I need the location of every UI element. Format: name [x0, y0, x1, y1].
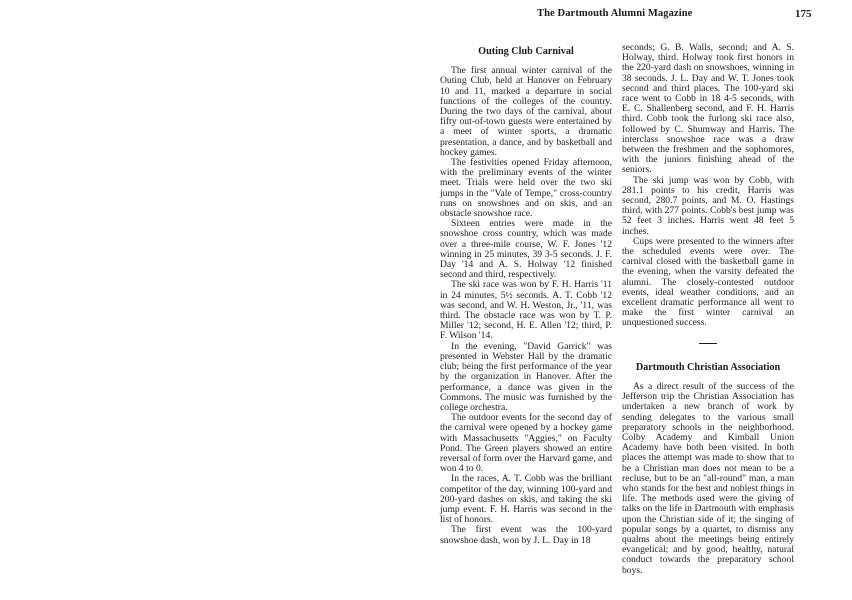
section-heading-christian-association: Dartmouth Christian Association — [635, 361, 781, 373]
paragraph: The first event was the 100-yard snowshoe dash, won by J. L. Day in 18 — [440, 524, 612, 546]
paragraph-continued: seconds; G. B. Walls, second; and A. S. Holway, third. Holway took first honors in the 220-yard dash on snowshoes, winning in 38 seconds. J. L. Day and W. T. Jones took second and third places. The 100-yard ski race went to Cobb in 18 4-5 seconds, with E. C. Shallenberg second, and F. H. Harris third. Cobb took the furlong ski race also, followed by C. Shumway and Harris. The interclass snowshoe race was a draw between the freshmen and the sophomores, with the juniors finishing ahead of the seniors. — [622, 42, 794, 176]
paragraph: The festivities opened Friday afternoon, with the preliminary events of the winter meet. Trials were held over the two ski jumps in the "Vale of Tempe," cross-country runs on snowshoes and on skis, and an obstacle snowshoe race. — [440, 157, 612, 220]
section-divider — [699, 343, 717, 344]
left-column — [440, 44, 612, 546]
paragraph: The outdoor events for the second day of the carnival were opened by a hockey game with Massachusetts "Aggies," on Faculty Pond. The Green players showed an entire reversal of form over the Harvard game, and won 4 to 0. — [440, 412, 612, 475]
paragraph: The ski jump was won by Cobb, with 281.1 points to his credit, Harris was second, 280.7 points, and M. O. Hastings third, with 277 points. Cobb's best jump was 52 feet 3 inches. Harris went 48 feet 5 inches. — [622, 174, 794, 237]
right-column — [622, 43, 794, 576]
running-header: The Dartmouth Alumni Magazine — [537, 8, 693, 19]
page-number: 175 — [795, 8, 812, 20]
paragraph: In the evening, "David Garrick" was presented in Webster Hall by the dramatic club; being the first performance of the year by the organization in Hanover. After the performance, a dance was given in the Commons. The music was furnished by the college orchestra. — [440, 340, 612, 413]
paragraph: Sixteen entries were made in the snowshoe cross country, which was made over a three-mile course, W. F. Jones '12 winning in 25 minutes, 39 3-5 seconds. J. F. Day '14 and A. S. Holway '12 finished second and third, respectively. — [440, 218, 612, 281]
paragraph: In the races, A. T. Cobb was the brilliant competitor of the day, winning 100-yard and 200-yard dashes on skis, and taking the ski jump event. F. H. Harris was second in the list of honors. — [440, 473, 612, 526]
paragraph: As a direct result of the success of the Jefferson trip the Christian Association has undertaken a new branch of work by sending delegates to the various small preparatory schools in the neighborhood. Colby Academy and Kimball Union Academy have both been visited. In both places the attempt was made to show that to be a Christian man does not mean to be a recluse, but to be an "all-round" man, a man who stands for the best and noblest things in life. The methods used were the giving of talks on the life in Dartmouth with emphasis upon the Christian side of it; the singing of popular songs by a quartet, to dismiss any qualms about the meetings being entirely evangelical; and by good, healthy, natural conduct towards the preparatory school boys. — [622, 380, 794, 576]
section-heading-outing-club: Outing Club Carnival — [478, 46, 574, 57]
paragraph: Cups were presented to the winners after the scheduled events were over. The carnival closed with the basketball game in the evening, when the varsity defeated the alumni. The closely-contested outdoor events, ideal weather conditions, and an excellent dramatic performance all went to make the first winter carnival an unquestioned success. — [622, 235, 794, 329]
paragraph: The ski race was won by F. H. Harris '11 in 24 minutes, 5½ seconds. A. T. Cobb '12 was second, and W. H. Weston, Jr., '11, was third. The obstacle race was won by T. P. Miller '12; second, H. E. Allen '12; third, P. F. Wilson '14. — [440, 279, 612, 342]
paragraph: The first annual winter carnival of the Outing Club, held at Hanover on February 10 and 11, marked a departure in social functions of the colleges of the country. During the two days of the carnival, about fifty out-of-town guests were entertained by a meet of winter sports, a dramatic presentation, a dance, and by basketball and hockey games. — [440, 65, 612, 158]
